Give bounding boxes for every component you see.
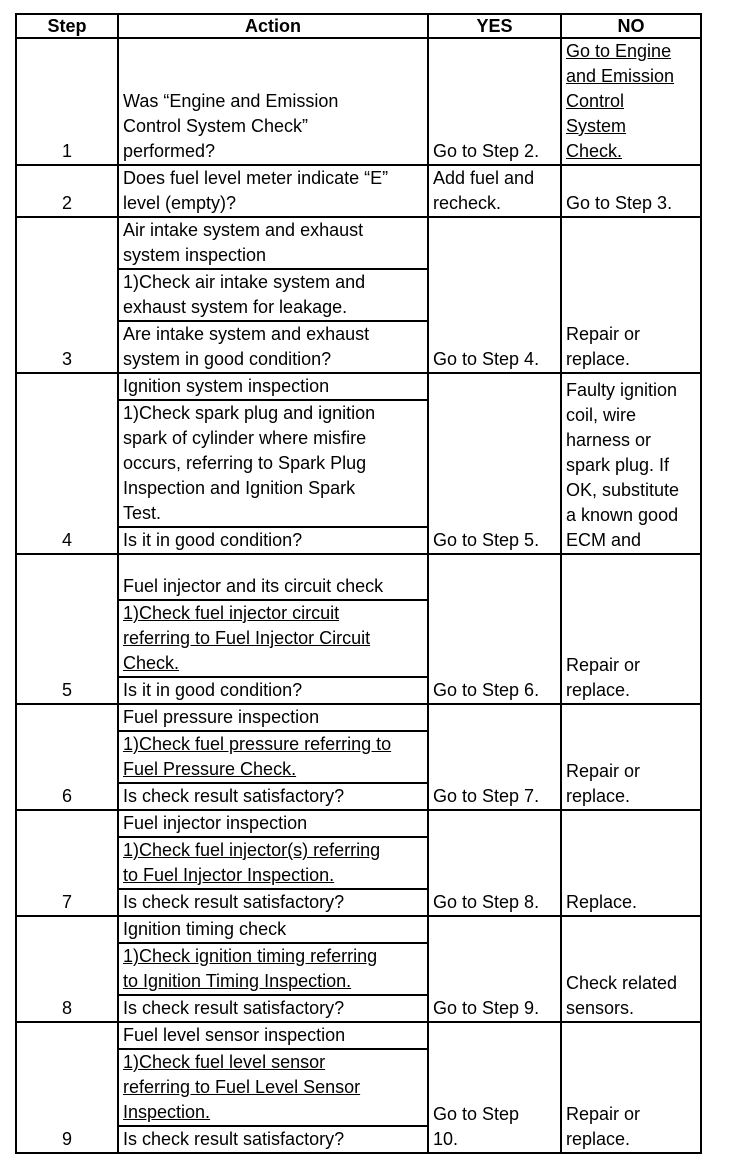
action-link-text[interactable]: 1)Check fuel pressure referring to Fuel Pressure Check. — [119, 730, 427, 782]
no-link-cell[interactable]: Go to Engine and Emission Control System Check. — [561, 38, 701, 165]
action-text: 1)Check spark plug and ignition spark of cylinder where misfire occurs, referring to Spark Plug Inspection and Ignition Spark Test. — [119, 399, 427, 526]
table-row — [16, 916, 701, 1022]
step-cell: 1 — [16, 38, 118, 165]
step-cell: 4 — [16, 373, 118, 554]
header-row — [16, 14, 701, 38]
action-link-text[interactable]: 1)Check ignition timing referring to Ignition Timing Inspection. — [119, 942, 427, 994]
action-cell — [118, 373, 428, 554]
action-text: Was “Engine and Emission Control System Check” performed? — [123, 91, 339, 161]
table-row — [16, 810, 701, 916]
table-row — [16, 554, 701, 704]
action-text: Is check result satisfactory? — [119, 888, 427, 915]
action-cell — [118, 165, 428, 217]
table-row — [16, 1022, 701, 1153]
action-text: Air intake system and exhaust system inspection — [123, 220, 364, 265]
action-cell — [118, 1022, 428, 1153]
no-cell: Repair or replace. — [561, 1022, 701, 1153]
action-link-text[interactable]: 1)Check fuel injector circuit referring to Fuel Injector Circuit Check. — [119, 599, 427, 676]
table-row — [16, 373, 701, 554]
no-cell: Go to Step 3. — [561, 165, 701, 217]
action-text: Ignition timing check — [123, 919, 287, 939]
header-yes: YES — [428, 14, 561, 38]
action-text: Fuel injector and its circuit check — [123, 576, 384, 596]
step-cell: 8 — [16, 916, 118, 1022]
header-no: NO — [561, 14, 701, 38]
no-cell: Repair or replace. — [561, 217, 701, 373]
yes-cell: Go to Step 10. — [428, 1022, 561, 1153]
table-row — [16, 165, 701, 217]
yes-cell: Go to Step 7. — [428, 704, 561, 810]
action-stack — [119, 166, 427, 216]
action-stack — [119, 374, 427, 553]
action-stack — [119, 218, 427, 372]
action-stack — [119, 1023, 427, 1152]
action-text: Is check result satisfactory? — [119, 994, 427, 1021]
action-cell — [118, 704, 428, 810]
header-step: Step — [16, 14, 118, 38]
yes-cell: Go to Step 4. — [428, 217, 561, 373]
action-cell — [118, 554, 428, 704]
no-cell: Replace. — [561, 810, 701, 916]
header-action: Action — [118, 14, 428, 38]
action-cell — [118, 916, 428, 1022]
action-text: Fuel level sensor inspection — [123, 1025, 346, 1045]
table-row — [16, 704, 701, 810]
action-cell — [118, 217, 428, 373]
action-link-text[interactable]: 1)Check fuel injector(s) referring to Fuel Injector Inspection. — [119, 836, 427, 888]
action-text: Ignition system inspection — [123, 376, 330, 396]
no-cell: Check related sensors. — [561, 916, 701, 1022]
action-stack — [119, 574, 427, 703]
action-text: Is check result satisfactory? — [119, 782, 427, 809]
no-cell: Repair or replace. — [561, 554, 701, 704]
action-cell — [118, 810, 428, 916]
step-cell: 9 — [16, 1022, 118, 1153]
action-link-text[interactable]: 1)Check fuel level sensor referring to Fuel Level Sensor Inspection. — [119, 1048, 427, 1125]
step-cell: 2 — [16, 165, 118, 217]
diagnostic-table — [15, 13, 702, 1154]
no-cell: Faulty ignition coil, wire harness or spark plug. If OK, substitute a known good ECM and — [561, 373, 701, 554]
action-stack — [119, 89, 427, 164]
step-cell: 5 — [16, 554, 118, 704]
yes-cell: Go to Step 5. — [428, 373, 561, 554]
no-cell: Repair or replace. — [561, 704, 701, 810]
action-text: Fuel pressure inspection — [123, 707, 320, 727]
action-text: Is it in good condition? — [119, 676, 427, 703]
step-cell: 6 — [16, 704, 118, 810]
action-stack — [119, 705, 427, 809]
yes-cell: Go to Step 2. — [428, 38, 561, 165]
table-row — [16, 217, 701, 373]
yes-cell: Add fuel and recheck. — [428, 165, 561, 217]
action-text: Is it in good condition? — [119, 526, 427, 553]
action-stack — [119, 811, 427, 915]
step-cell: 7 — [16, 810, 118, 916]
action-stack — [119, 917, 427, 1021]
table-body — [16, 38, 701, 1153]
action-text: 1)Check air intake system and exhaust system for leakage. — [119, 268, 427, 320]
yes-cell: Go to Step 6. — [428, 554, 561, 704]
yes-cell: Go to Step 9. — [428, 916, 561, 1022]
action-text: Is check result satisfactory? — [119, 1125, 427, 1152]
table-row — [16, 38, 701, 165]
action-text: Does fuel level meter indicate “E” level (empty)? — [123, 168, 389, 213]
action-cell — [118, 38, 428, 165]
action-text: Are intake system and exhaust system in good condition? — [119, 320, 427, 372]
yes-cell: Go to Step 8. — [428, 810, 561, 916]
step-cell: 3 — [16, 217, 118, 373]
action-text: Fuel injector inspection — [123, 813, 308, 833]
